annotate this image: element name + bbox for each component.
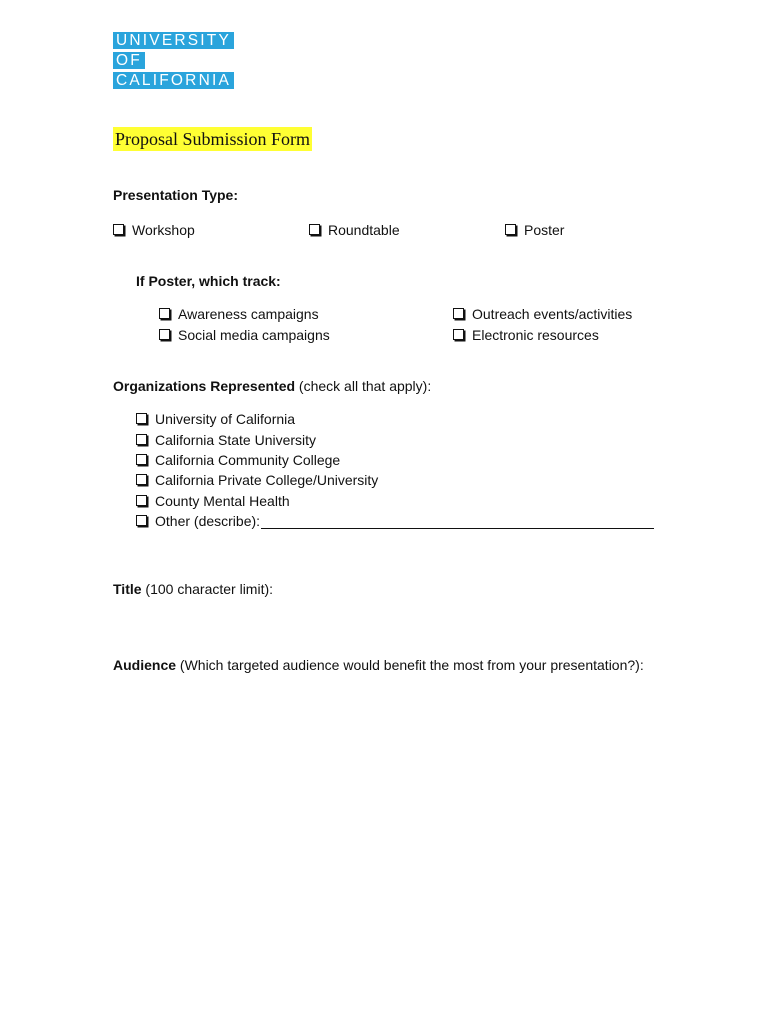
checkbox-icon: [136, 515, 147, 526]
presentation-type-workshop-checkbox[interactable]: [113, 222, 195, 239]
checkbox-icon: [136, 495, 147, 506]
checkbox-icon: [159, 308, 170, 319]
checkbox-icon: [113, 224, 124, 235]
audience-label-note: (Which targeted audience would benefit the most from your presentation?):: [176, 657, 644, 673]
checkbox-label: Poster: [524, 222, 565, 238]
checkbox-label: California State University: [155, 432, 317, 448]
checkbox-label: Outreach events/activities: [472, 306, 633, 322]
track-outreach-events-checkbox[interactable]: [453, 306, 632, 323]
title-label-bold: Title: [113, 581, 142, 597]
org-university-of-california-checkbox[interactable]: [136, 411, 295, 428]
audience-field-label: [113, 657, 644, 674]
organizations-label-note: (check all that apply):: [295, 378, 432, 394]
checkbox-icon: [159, 329, 170, 340]
org-other-checkbox[interactable]: [136, 513, 654, 530]
checkbox-label: Awareness campaigns: [178, 306, 319, 322]
presentation-type-roundtable-checkbox[interactable]: [309, 222, 400, 239]
checkbox-icon: [136, 474, 147, 485]
audience-label-bold: Audience: [113, 657, 177, 673]
org-california-state-university-checkbox[interactable]: [136, 432, 316, 449]
checkbox-icon: [136, 434, 147, 445]
checkbox-icon: [309, 224, 320, 235]
track-social-media-campaigns-checkbox[interactable]: [159, 327, 330, 344]
organizations-label-bold: Organizations Represented: [113, 378, 296, 394]
form-title: Proposal Submission Form: [115, 129, 311, 149]
checkbox-icon: [505, 224, 516, 235]
organizations-label: [113, 378, 431, 395]
logo-line-2: OF: [113, 52, 145, 69]
checkbox-icon: [453, 329, 464, 340]
checkbox-label: Social media campaigns: [178, 327, 330, 343]
track-awareness-campaigns-checkbox[interactable]: [159, 306, 319, 323]
checkbox-label: Other (describe):: [155, 513, 261, 529]
org-county-mental-health-checkbox[interactable]: [136, 493, 290, 510]
title-label-note: (100 character limit):: [141, 581, 274, 597]
other-describe-field[interactable]: [261, 514, 654, 529]
checkbox-label: Electronic resources: [472, 327, 599, 343]
logo-line-3: CALIFORNIA: [113, 72, 234, 89]
checkbox-label: California Private College/University: [155, 472, 379, 488]
checkbox-label: Roundtable: [328, 222, 400, 238]
poster-track-label: If Poster, which track:: [136, 273, 281, 289]
track-electronic-resources-checkbox[interactable]: [453, 327, 599, 344]
checkbox-icon: [453, 308, 464, 319]
logo-line-1: UNIVERSITY: [113, 32, 234, 49]
checkbox-label: California Community College: [155, 452, 341, 468]
checkbox-icon: [136, 454, 147, 465]
org-california-private-college-checkbox[interactable]: [136, 472, 378, 489]
checkbox-icon: [136, 413, 147, 424]
checkbox-label: University of California: [155, 411, 296, 427]
presentation-type-poster-checkbox[interactable]: [505, 222, 564, 239]
org-california-community-college-checkbox[interactable]: [136, 452, 340, 469]
checkbox-label: Workshop: [132, 222, 195, 238]
presentation-type-label: Presentation Type:: [113, 187, 238, 203]
university-of-california-logo: [113, 32, 234, 92]
checkbox-label: County Mental Health: [155, 493, 290, 509]
title-field-label: [113, 581, 273, 598]
